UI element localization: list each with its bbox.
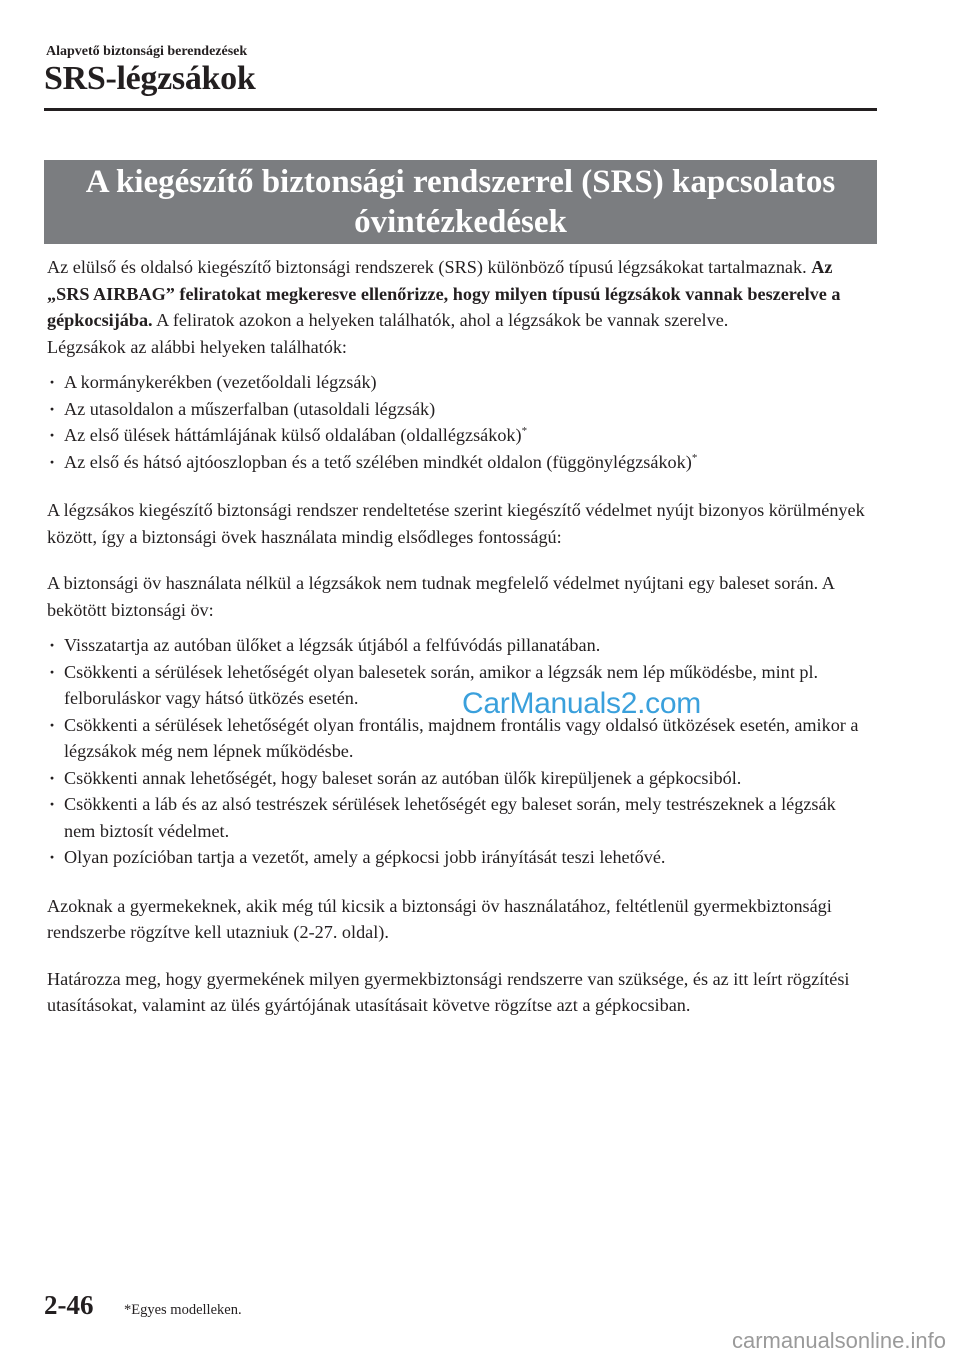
list-item — [47, 396, 867, 423]
list-item: · Csökkenti a sérülések lehetőségét olyan balesetek során, amikor a légzsák nem lép működésbe, mint pl. felboruláskor vagy hátsó ütközés esetén. — [47, 659, 867, 712]
list-item: · Csökkenti a láb és az alsó testrészek sérülések lehetőségét egy baleset során, mely testrészeknek a légzsák nem biztosít védelmet. — [47, 791, 867, 844]
content-body — [47, 254, 867, 1019]
intro-paragraph — [47, 254, 867, 334]
banner-line-2: óvintézkedések — [354, 204, 567, 240]
list-item: · Visszatartja az autóban ülőket a légzsák útjából a felfúvódás pillanatában. — [47, 632, 867, 659]
section-banner — [44, 160, 877, 244]
list-item — [47, 369, 867, 396]
list-item: · Olyan pozícióban tartja a vezetőt, amely a gépkocsi jobb irányítását teszi lehetővé. — [47, 844, 867, 871]
belt-paragraph: A biztonsági öv használata nélkül a légzsákok nem tudnak megfelelő védelmet nyújtani egy baleset során. A bekötött biztonsági öv: — [47, 573, 834, 620]
airbag-locations-list — [47, 369, 867, 475]
locations-lead: Légzsákok az alábbi helyeken találhatók: — [47, 336, 347, 357]
footnote-mark: * — [521, 424, 528, 437]
children-paragraph: Azoknak a gyermekeknek, akik még túl kicsik a biztonsági öv használatához, feltétlenül gyermekbiztonsági rendszerbe rögzítve kell utazniuk (2-27. oldal). — [47, 895, 832, 942]
intro-text-b: A feliratok azokon a helyeken találhatók, ahol a légzsákok be vannak szerelve. — [152, 310, 729, 330]
list-item — [47, 449, 867, 476]
banner-line-1: A kiegészítő biztonsági rendszerrel (SRS) kapcsolatos — [85, 164, 836, 200]
intro-text-a: Az elülső és oldalsó kiegészítő biztonsági rendszerek (SRS) különböző típusú légzsákokat tartalmaznak. — [47, 257, 812, 277]
list-item-text: Az első és hátsó ajtóoszlopban és a tető szélében mindkét oldalon (függönylégzsákok) — [64, 451, 692, 472]
watermark: CarManuals2.com — [462, 687, 701, 720]
footer-site-mark: carmanualsonline.info — [731, 1328, 946, 1353]
list-item-text: Az első ülések háttámlájának külső oldalában (oldallégzsákok) — [64, 425, 522, 445]
breadcrumb: Alapvető biztonsági berendezések — [46, 44, 248, 59]
list-item: · Csökkenti annak lehetőségét, hogy baleset során az autóban ülők kirepüljenek a gépkocsiból. — [47, 765, 867, 792]
list-item-text: Az utasoldalon a műszerfalban (utasoldali légzsák) — [64, 398, 436, 419]
list-item — [47, 422, 867, 449]
determine-paragraph: Határozza meg, hogy gyermekének milyen gyermekbiztonsági rendszerre van szüksége, és az itt leírt rögzítési utasításokat, valamint az ülés gyártójának utasításait követve rögzítse azt a gépkocsiban. — [47, 968, 850, 1015]
supplement-paragraph: A légzsákos kiegészítő biztonsági rendszer rendeltetése szerint kiegészítő védelmet nyújt bizonyos körülmények között, így a biztonsági övek használata mindig elsődleges fontosságú: — [47, 500, 865, 547]
page-title: SRS-légzsákok — [44, 60, 256, 97]
title-rule — [44, 108, 877, 111]
list-item-text: A kormánykerékben (vezetőoldali légzsák) — [64, 372, 377, 392]
page-number: 2-46 — [44, 1290, 94, 1320]
belt-benefits-list — [47, 632, 867, 871]
footnote-mark: * — [691, 451, 698, 464]
footnote: *Egyes modelleken. — [124, 1302, 242, 1318]
intro-bold: Az „SRS AIRBAG” feliratokat megkeresve ellenőrizze, hogy milyen típusú légzsákok vannak beszerelve a gépkocsijába. — [47, 257, 841, 330]
list-item: · Csökkenti a sérülések lehetőségét olyan frontális, majdnem frontális vagy oldalsó ütközések esetén, amikor a légzsákok még nem lépnek működésbe. — [47, 712, 867, 765]
